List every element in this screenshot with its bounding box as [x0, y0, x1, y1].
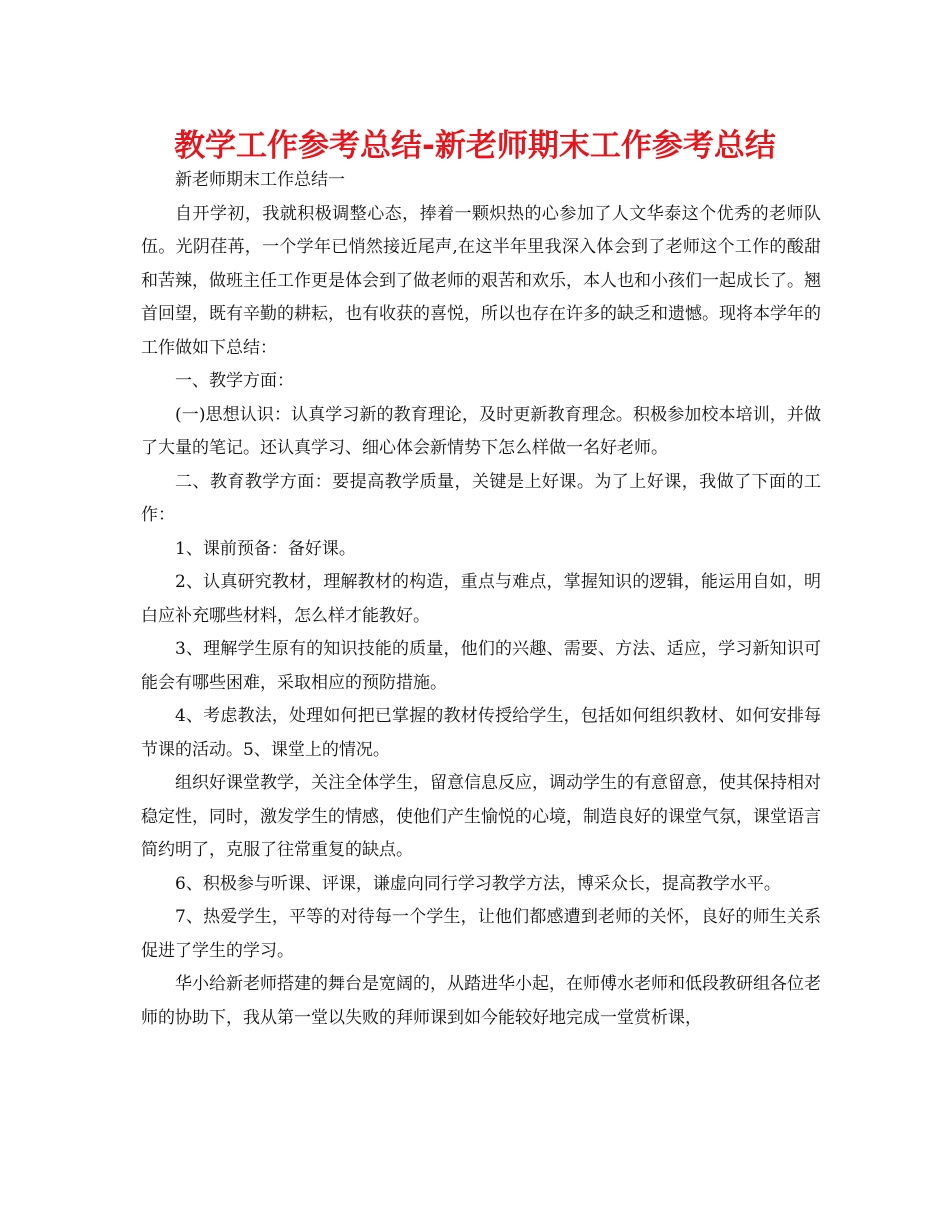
paragraph-item-1: 1、课前预备：备好课。 — [175, 538, 356, 559]
paragraph-subtitle: 新老师期末工作总结一 — [175, 170, 345, 190]
paragraph-section-teaching: 一、教学方面： — [175, 371, 294, 391]
paragraph-thought: (一)思想认识：认真学习新的教育理论，及时更新教育理念。积极参加校本培训，并做了大量的笔记。还认真学习、细心体会新情势下怎么样做一名好老师。 — [141, 404, 821, 458]
paragraph-item-4: 4、考虑教法，处理如何把已掌握的教材传授给学生，包括如何组织教材、如何安排每节课的活动。5、课堂上的情况。 — [141, 706, 821, 760]
paragraph-section-education: 二、教育教学方面：要提高教学质量，关键是上好课。为了上好课，我做了下面的工作： — [141, 471, 821, 525]
paragraph-closing: 华小给新老师搭建的舞台是宽阔的，从踏进华小起，在师傅水老师和低段教研组各位老师的协助下，我从第一堂以失败的拜师课到如今能较好地完成一堂赏析课， — [141, 974, 821, 1028]
document-body — [141, 164, 821, 1035]
paragraph-intro: 自开学初，我就积极调整心态，捧着一颗炽热的心参加了人文华泰这个优秀的老师队伍。光阴荏苒，一个学年已悄然接近尾声,在这半年里我深入体会到了老师这个工作的酸甜和苦辣，做班主任工作更是体会到了做老师的艰苦和欢乐，本人也和小孩们一起成长了。翘首回望，既有辛勤的耕耘，也有收获的喜悦，所以也存在许多的缺乏和遗憾。现将本学年的工作做如下总结： — [141, 203, 821, 358]
paragraph-item-7: 7、热爱学生，平等的对待每一个学生，让他们都感遭到老师的关怀，良好的师生关系促进了学生的学习。 — [141, 907, 821, 961]
document-title: 教学工作参考总结-新老师期末工作参考总结 — [174, 128, 776, 164]
paragraph-classroom: 组织好课堂教学，关注全体学生，留意信息反应，调动学生的有意留意，使其保持相对稳定性，同时，激发学生的情感，使他们产生愉悦的心境，制造良好的课堂气氛，课堂语言简约明了，克服了往常重复的缺点。 — [141, 773, 821, 860]
paragraph-item-2: 2、认真研究教材，理解教材的构造，重点与难点，掌握知识的逻辑，能运用自如，明白应补充哪些材料，怎么样才能教好。 — [141, 572, 821, 626]
paragraph-item-6: 6、积极参与听课、评课，谦虚向同行学习教学方法，博采众长，提高教学水平。 — [175, 873, 781, 894]
paragraph-item-3: 3、理解学生原有的知识技能的质量，他们的兴趣、需要、方法、适应，学习新知识可能会有哪些困难，采取相应的预防措施。 — [141, 639, 821, 693]
